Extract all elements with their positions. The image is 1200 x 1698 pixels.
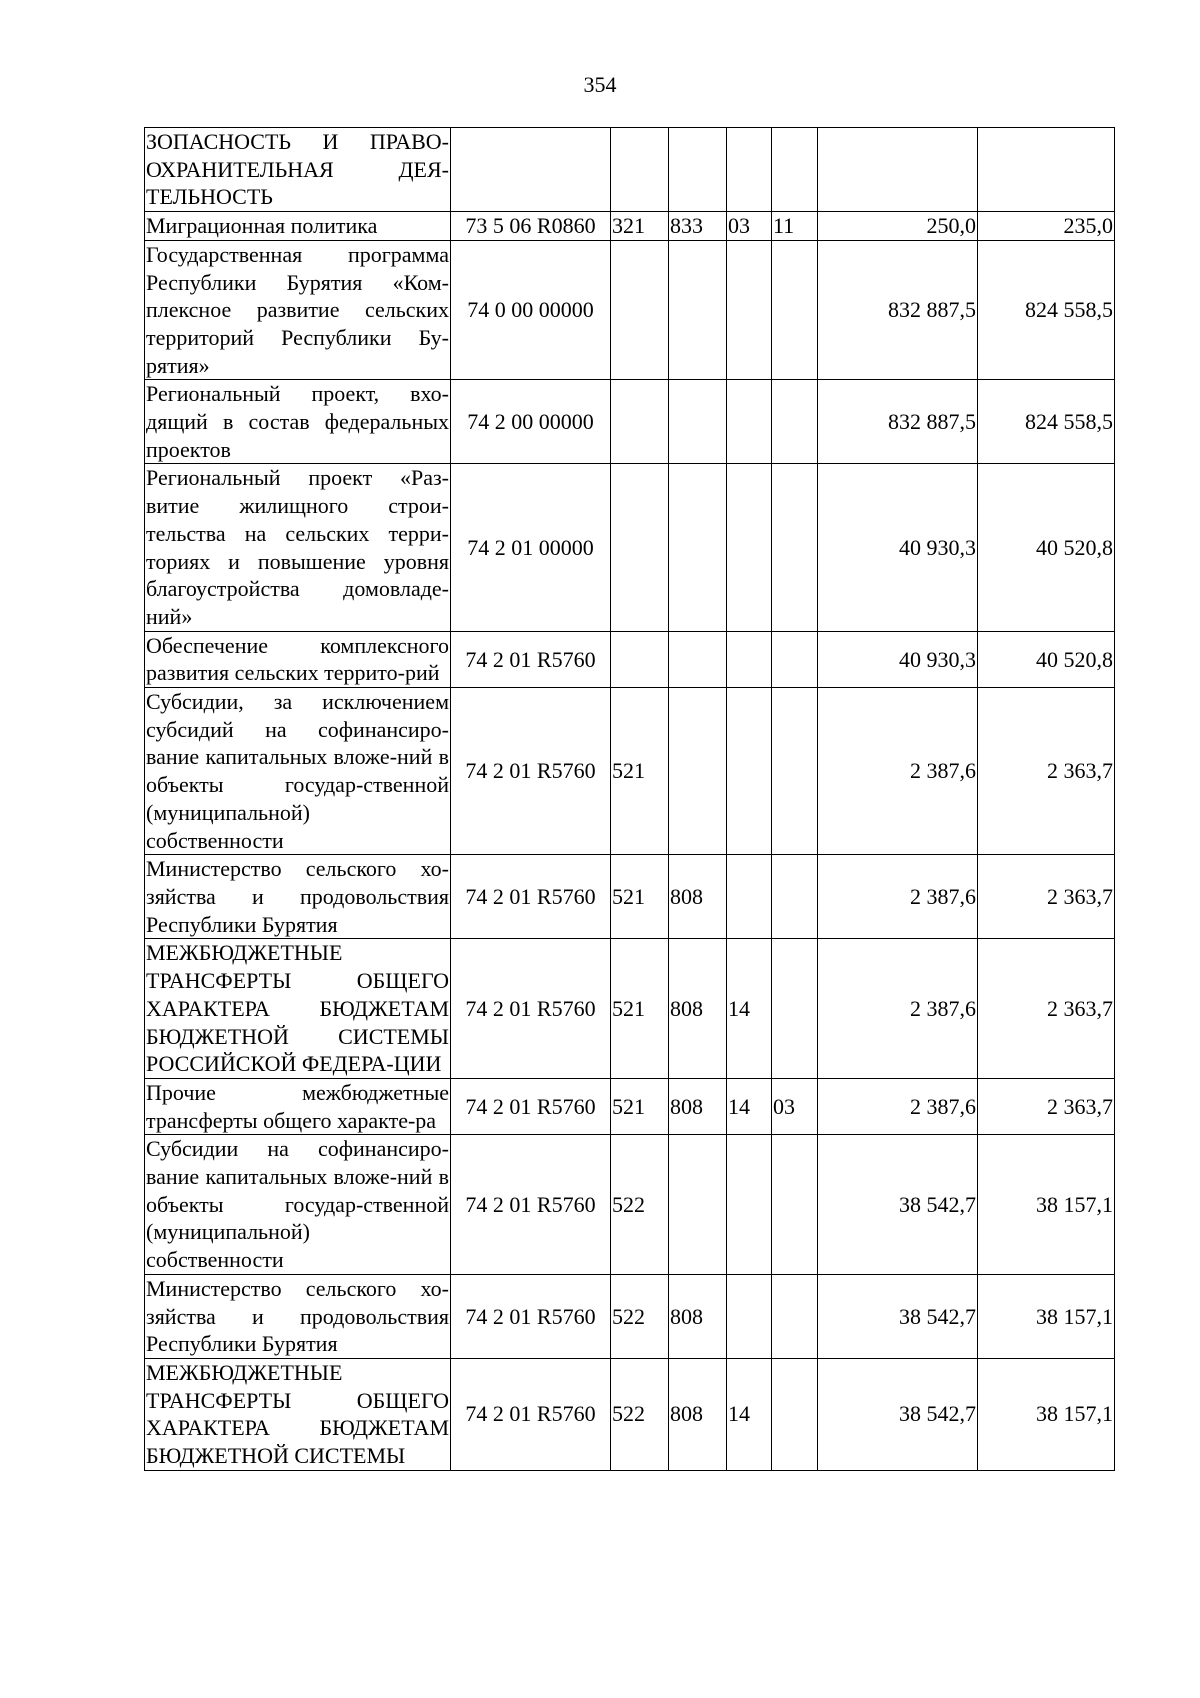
pr-code: 11 (772, 212, 818, 241)
pr-code (772, 939, 818, 1079)
grbs-code (669, 1135, 727, 1275)
grbs-code: 808 (669, 1358, 727, 1470)
rz-code (727, 1274, 772, 1358)
vr-code: 521 (611, 939, 669, 1079)
row-name: Миграционная политика (145, 212, 451, 241)
rz-code: 03 (727, 212, 772, 241)
csr-code: 74 0 00 00000 (451, 240, 611, 380)
sum-year-2: 235,0 (978, 212, 1115, 241)
vr-code (611, 128, 669, 212)
csr-code (451, 128, 611, 212)
vr-code: 521 (611, 688, 669, 855)
pr-code (772, 1274, 818, 1358)
pr-code (772, 1358, 818, 1470)
row-name: Субсидии на софинансиро-вание капитальных вложе-ний в объекты государ-ственной (муниципальной) собственности (145, 1135, 451, 1275)
grbs-code (669, 631, 727, 687)
sum-year-1 (818, 128, 978, 212)
grbs-code: 833 (669, 212, 727, 241)
rz-code (727, 464, 772, 631)
vr-code: 522 (611, 1358, 669, 1470)
vr-code: 321 (611, 212, 669, 241)
table-row (145, 1135, 1115, 1275)
sum-year-1: 832 887,5 (818, 380, 978, 464)
row-name: Министерство сельского хо-зяйства и продовольствия Республики Бурятия (145, 855, 451, 939)
pr-code (772, 380, 818, 464)
sum-year-1: 40 930,3 (818, 631, 978, 687)
sum-year-1: 38 542,7 (818, 1274, 978, 1358)
table-row (145, 212, 1115, 241)
sum-year-2: 40 520,8 (978, 631, 1115, 687)
sum-year-2: 2 363,7 (978, 1078, 1115, 1134)
pr-code (772, 1135, 818, 1275)
table-row (145, 128, 1115, 212)
grbs-code (669, 240, 727, 380)
csr-code: 74 2 01 R5760 (451, 1078, 611, 1134)
row-name: Министерство сельского хо-зяйства и продовольствия Республики Бурятия (145, 1274, 451, 1358)
row-name: Региональный проект «Раз-витие жилищного строи-тельства на сельских терри-ториях и повышение уровня благоустройства домовладе-ний» (145, 464, 451, 631)
vr-code: 522 (611, 1274, 669, 1358)
grbs-code (669, 688, 727, 855)
rz-code (727, 380, 772, 464)
table-row (145, 855, 1115, 939)
rz-code: 14 (727, 939, 772, 1079)
pr-code (772, 240, 818, 380)
row-name: Субсидии, за исключением субсидий на софинансиро-вание капитальных вложе-ний в объекты государ-ственной (муниципальной) собственности (145, 688, 451, 855)
rz-code (727, 240, 772, 380)
sum-year-1: 40 930,3 (818, 464, 978, 631)
row-name: Прочие межбюджетные трансферты общего характе-ра (145, 1078, 451, 1134)
sum-year-1: 38 542,7 (818, 1358, 978, 1470)
pr-code (772, 855, 818, 939)
row-name: ЗОПАСНОСТЬ И ПРАВО-ОХРАНИТЕЛЬНАЯ ДЕЯ-ТЕЛЬНОСТЬ (145, 128, 451, 212)
rz-code (727, 128, 772, 212)
csr-code: 74 2 01 R5760 (451, 631, 611, 687)
pr-code (772, 128, 818, 212)
table-row (145, 631, 1115, 687)
csr-code: 73 5 06 R0860 (451, 212, 611, 241)
csr-code: 74 2 01 R5760 (451, 939, 611, 1079)
csr-code: 74 2 01 R5760 (451, 1358, 611, 1470)
csr-code: 74 2 01 R5760 (451, 1135, 611, 1275)
sum-year-1: 38 542,7 (818, 1135, 978, 1275)
rz-code (727, 631, 772, 687)
sum-year-1: 2 387,6 (818, 855, 978, 939)
sum-year-2 (978, 128, 1115, 212)
vr-code (611, 240, 669, 380)
rz-code: 14 (727, 1078, 772, 1134)
rz-code (727, 855, 772, 939)
row-name: Региональный проект, вхо-дящий в состав федеральных проектов (145, 380, 451, 464)
vr-code: 521 (611, 1078, 669, 1134)
sum-year-2: 38 157,1 (978, 1358, 1115, 1470)
sum-year-1: 2 387,6 (818, 688, 978, 855)
sum-year-2: 2 363,7 (978, 939, 1115, 1079)
sum-year-1: 832 887,5 (818, 240, 978, 380)
pr-code: 03 (772, 1078, 818, 1134)
sum-year-2: 38 157,1 (978, 1274, 1115, 1358)
sum-year-1: 2 387,6 (818, 939, 978, 1079)
row-name: МЕЖБЮДЖЕТНЫЕ ТРАНСФЕРТЫ ОБЩЕГО ХАРАКТЕРА БЮДЖЕТАМ БЮДЖЕТНОЙ СИСТЕМЫ (145, 1358, 451, 1470)
budget-table (144, 127, 1115, 1471)
pr-code (772, 688, 818, 855)
table-row (145, 1358, 1115, 1470)
table-row (145, 1078, 1115, 1134)
table-row (145, 939, 1115, 1079)
vr-code (611, 380, 669, 464)
sum-year-2: 2 363,7 (978, 855, 1115, 939)
sum-year-2: 2 363,7 (978, 688, 1115, 855)
csr-code: 74 2 01 R5760 (451, 1274, 611, 1358)
sum-year-2: 40 520,8 (978, 464, 1115, 631)
rz-code (727, 1135, 772, 1275)
sum-year-1: 2 387,6 (818, 1078, 978, 1134)
table-row (145, 380, 1115, 464)
grbs-code: 808 (669, 939, 727, 1079)
sum-year-2: 38 157,1 (978, 1135, 1115, 1275)
grbs-code (669, 380, 727, 464)
sum-year-2: 824 558,5 (978, 380, 1115, 464)
vr-code: 521 (611, 855, 669, 939)
sum-year-2: 824 558,5 (978, 240, 1115, 380)
table-row (145, 464, 1115, 631)
grbs-code (669, 128, 727, 212)
vr-code: 522 (611, 1135, 669, 1275)
vr-code (611, 631, 669, 687)
table-row (145, 688, 1115, 855)
grbs-code: 808 (669, 855, 727, 939)
pr-code (772, 631, 818, 687)
csr-code: 74 2 01 R5760 (451, 688, 611, 855)
rz-code: 14 (727, 1358, 772, 1470)
row-name: МЕЖБЮДЖЕТНЫЕ ТРАНСФЕРТЫ ОБЩЕГО ХАРАКТЕРА БЮДЖЕТАМ БЮДЖЕТНОЙ СИСТЕМЫ РОССИЙСКОЙ ФЕДЕРА-ЦИИ (145, 939, 451, 1079)
row-name: Государственная программа Республики Бурятия «Ком-плексное развитие сельских территорий Республики Бу-рятия» (145, 240, 451, 380)
grbs-code: 808 (669, 1078, 727, 1134)
vr-code (611, 464, 669, 631)
table-row (145, 1274, 1115, 1358)
row-name: Обеспечение комплексного развития сельских террито-рий (145, 631, 451, 687)
grbs-code (669, 464, 727, 631)
grbs-code: 808 (669, 1274, 727, 1358)
csr-code: 74 2 01 R5760 (451, 855, 611, 939)
pr-code (772, 464, 818, 631)
csr-code: 74 2 00 00000 (451, 380, 611, 464)
sum-year-1: 250,0 (818, 212, 978, 241)
page-number: 354 (583, 72, 617, 97)
rz-code (727, 688, 772, 855)
csr-code: 74 2 01 00000 (451, 464, 611, 631)
table-row (145, 240, 1115, 380)
